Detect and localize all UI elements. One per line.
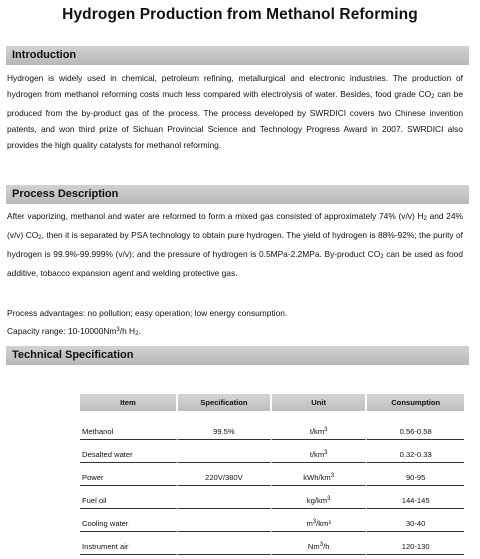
cell-item: Fuel oil [80,486,178,509]
cell-spec [178,532,272,555]
cell-consumption: 90-95 [367,463,464,486]
cell-unit [272,486,367,509]
introduction-paragraph [7,70,463,153]
cell-spec [178,509,272,532]
table-row [80,486,464,509]
capacity-text-b: /h H [119,326,136,336]
process-sub-b: 2 [38,235,42,241]
unit-sup: 3 [312,519,317,525]
process-sub-c: 2 [380,254,384,260]
capacity-range [7,322,463,342]
cell-item: Power [80,463,178,486]
unit-text-tail: /km³ [316,519,331,528]
section-heading-process: Process Description [6,185,469,204]
process-advantages: Process advantages: no pollution; easy operation; low energy consumption. [7,308,288,318]
section-heading-introduction: Introduction [6,46,469,65]
table-row [80,509,464,532]
unit-text: kWh/km [303,473,331,482]
header-specification: Specification [178,394,272,411]
capacity-sub: 2 [135,331,139,337]
unit-text: m [306,519,313,528]
cell-consumption: 144-145 [367,486,464,509]
cell-spec [178,440,272,463]
process-text-c: , then it is separated by PSA technology to obtain pure hydrogen. The yield of hydrogen is 88%-92%; the purity of hydrogen is 99.9%-99.999% (v/v); and the pressure of hydrogen is 0.5MPa-2.2MPa. By-product CO [7,230,463,259]
unit-text: t/km [309,427,325,436]
table-header-row [80,394,464,411]
cell-consumption: 30-40 [367,509,464,532]
process-text-d: can be used as food additive, tobacco expansion agent and welding protective gas. [7,249,463,278]
header-consumption: Consumption [367,394,464,411]
cell-spec [178,486,272,509]
cell-item: Methanol [80,417,178,440]
intro-sub-1: 2 [431,94,435,100]
process-paragraph [7,208,463,281]
capacity-text-a: Capacity range: 10-10000Nm [7,326,117,336]
section-heading-technical: Technical Specification [6,346,469,365]
unit-sup: 3 [324,450,328,456]
cell-item: Instrument air [80,532,178,555]
cell-spec: 220V/380V [178,463,272,486]
unit-sup: 3 [330,473,335,479]
cell-unit [272,532,367,555]
process-text-a: After vaporizing, methanol and water are reformed to form a mixed gas consisted of approximately 74% (v/v) H [7,211,424,221]
header-unit: Unit [272,394,367,411]
intro-text-1: Hydrogen is widely used in chemical, petroleum refining, metallurgical and electronic industries. The production of hydrogen from methanol reforming costs much less compared with electrolysis of water. Besides, food grade CO [7,73,463,99]
technical-spec-table [80,394,464,555]
table-row [80,463,464,486]
table-row [80,417,464,440]
cell-unit [272,509,367,532]
capacity-text-c: . [138,326,141,336]
cell-unit [272,463,367,486]
cell-item: Desalted water [80,440,178,463]
unit-sup: 3 [327,496,331,502]
cell-item: Cooling water [80,509,178,532]
table-row [80,440,464,463]
unit-sup: 3 [324,427,328,433]
cell-consumption: 0.56-0.58 [367,417,464,440]
table-row [80,532,464,555]
unit-text-tail: /h [323,542,330,551]
unit-sup: 3 [319,542,324,548]
cell-unit [272,440,367,463]
process-sub-a: 2 [423,216,427,222]
unit-text: kg/km [306,496,328,505]
cell-consumption: 0.32-0.33 [367,440,464,463]
intro-text-2: can be produced from the by-product gas of the process. The process developed by SWRDICI covers two Chinese invention patents, and won third prize of Sichuan Provincial Science and Technology Progress Award in 2007. SWRDICI also provides the high quality catalysts for methanol reforming. [7,89,463,150]
page-title: Hydrogen Production from Methanol Reforming [62,6,418,23]
cell-spec: 99.5% [178,417,272,440]
unit-text: t/km [309,450,325,459]
cell-unit [272,417,367,440]
header-item: Item [80,394,178,411]
process-text-b: and 24% (v/v) CO [7,211,464,240]
unit-text: Nm [307,542,320,551]
cell-consumption: 120-130 [367,532,464,555]
capacity-sup: 3 [116,327,120,333]
